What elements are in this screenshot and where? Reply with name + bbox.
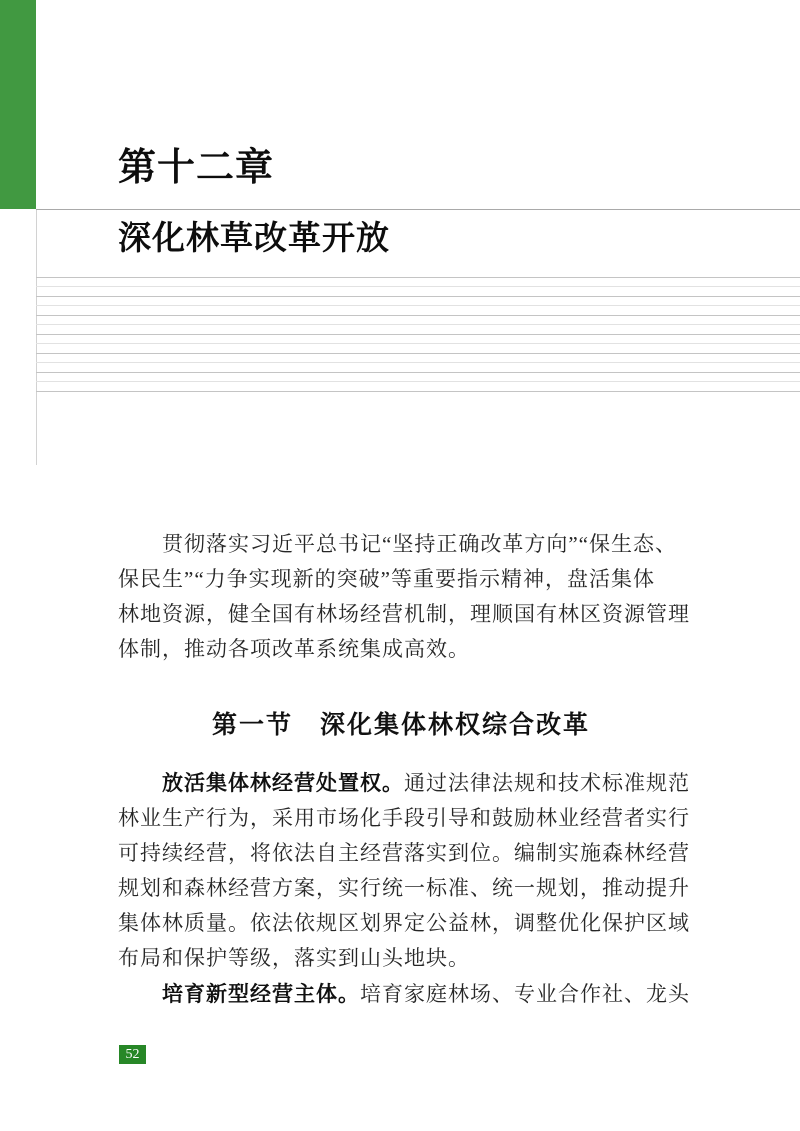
paragraph-line: 可持续经营，将依法自主经营落实到位。编制实施森林经营 bbox=[118, 841, 690, 865]
chapter-number-title: 第十二章 bbox=[118, 147, 275, 189]
paragraph-line bbox=[118, 766, 690, 801]
bold-lead-text: 放活集体林经营处置权。 bbox=[162, 771, 404, 795]
paragraph-line-text: 培育家庭林场、专业合作社、龙头 bbox=[360, 982, 690, 1006]
chapter-accent-bar bbox=[0, 0, 36, 209]
paragraph-line: 林地资源，健全国有林场经营机制，理顺国有林区资源管理 bbox=[118, 602, 690, 626]
paragraph-line: 体制，推动各项改革系统集成高效。 bbox=[118, 637, 470, 661]
paragraph-line-text: 通过法律法规和技术标准规范 bbox=[404, 771, 690, 795]
paragraph-line: 贯彻落实习近平总书记“坚持正确改革方向”“保生态、 bbox=[162, 532, 677, 556]
title-divider-line bbox=[36, 209, 800, 210]
paragraph-intro bbox=[118, 527, 690, 667]
decorative-ruled-lines bbox=[36, 277, 800, 392]
paragraph-line bbox=[118, 977, 690, 1012]
paragraph-line: 林业生产行为，采用市场化手段引导和鼓励林业经营者实行 bbox=[118, 806, 690, 830]
bold-lead-text: 培育新型经营主体。 bbox=[162, 982, 360, 1006]
chapter-title: 深化林草改革开放 bbox=[118, 221, 390, 257]
section-heading: 第一节 深化集体林权综合改革 bbox=[211, 711, 590, 739]
paragraph-line: 保民生”“力争实现新的突破”等重要指示精神，盘活集体 bbox=[118, 567, 655, 591]
paragraph-new-operators bbox=[118, 977, 690, 1012]
paragraph-line: 集体林质量。依法依规区划界定公益林，调整优化保护区域 bbox=[118, 911, 690, 935]
paragraph-collective-forest bbox=[118, 766, 690, 976]
paragraph-line: 规划和森林经营方案，实行统一标准、统一规划，推动提升 bbox=[118, 876, 690, 900]
paragraph-line: 布局和保护等级，落实到山头地块。 bbox=[118, 946, 470, 970]
page-number-badge: 52 bbox=[119, 1045, 146, 1064]
